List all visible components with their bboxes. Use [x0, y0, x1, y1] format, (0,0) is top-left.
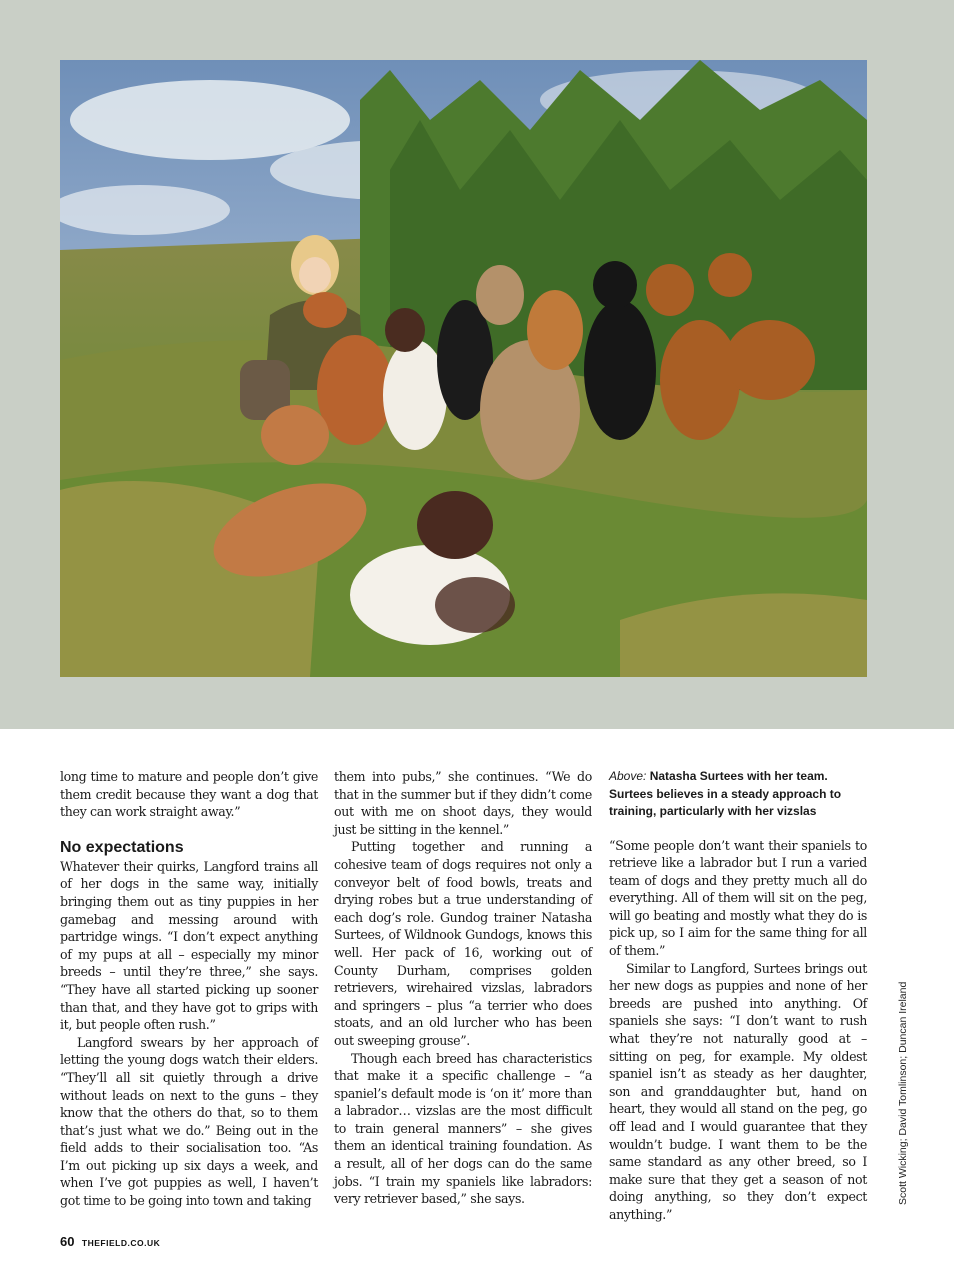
photo-caption [609, 768, 867, 821]
caption-label: Above: [609, 769, 647, 783]
paragraph: Langford swears by her approach of letting the young dogs watch their elders. “They’ll all sit quietly through a drive without leads on next to the guns – they know that the others do that, so to them that’s just what we do.” Being out in the field adds to their socialisation too. “As I’m out picking up six days a week, and when I’ve got puppies as well, I haven’t got time to be going into town and taking [60, 1034, 318, 1209]
article-column-1 [60, 768, 318, 1210]
article-column-3 [609, 768, 867, 1224]
paragraph: them into pubs,” she continues. “We do that in the summer but if they didn’t come out with me on shoot days, they would just be sitting in the kennel.” [334, 769, 592, 837]
section-subheading: No expectations [60, 838, 184, 856]
paragraph: “Some people don’t want their spaniels to retrieve like a labrador but I run a varied team of dogs and they pretty much all do everything. All of them will sit on the peg, will go beating and mostly what they do is pick up, so I aim for the same thing for all of them.” [609, 837, 867, 959]
dog-pack-photo [60, 60, 867, 677]
caption-text: Natasha Surtees with her team. Surtees believes in a steady approach to training, particularly with her vizslas [609, 769, 842, 818]
page-number: 60 [60, 1234, 75, 1249]
paragraph: Putting together and running a cohesive team of dogs requires not only a conveyor belt of food bowls, treats and drying robes but a true understanding of each dog’s role. Gundog trainer Natasha Surtees, of Wildnook Gundogs, knows this well. Her pack of 16, working out of County Durham, comprises golden retrievers, wirehaired vizslas, labradors and springers – plus “a terrier who does stoats, and an old lurcher who has been out sweeping grouse”. [334, 839, 592, 1048]
paragraph: Though each breed has characteristics that make it a specific challenge – “a spaniel’s default mode is ‘on it’ more than a labrador… vizslas are the most difficult to train general manners” – she gives them an identical training foundation. As a result, all of her dogs can do the same jobs. “I train my spaniels like labradors: very retriever based,” she says. [334, 1050, 592, 1207]
site-name: THEFIELD.CO.UK [81, 1238, 161, 1248]
paragraph: Similar to Langford, Surtees brings out her new dogs as puppies and none of her breeds are pushed into anything. Of spaniels she says: “I don’t want to rush what they’re not naturally good at – sitting on peg, for example. My oldest spaniel isn’t as steady as her daughter, son and granddaughter but, hand on heart, they would all stand on the peg, go off lead and I would guarantee that they wouldn’t budge. I want them to be the same standard as any other breed, so I make sure that they get a season of not doing anything, so they don’t expect anything.” [609, 960, 867, 1222]
photo-credit: Scott Wicking; David Tomlinson; Duncan Ireland [897, 981, 909, 1205]
paragraph: long time to mature and people don’t give them credit because they want a dog that they can work straight away.” [60, 769, 318, 820]
article-column-2 [334, 768, 592, 1208]
paragraph: Whatever their quirks, Langford trains all of her dogs in the same way, initially bringing them out as tiny puppies in her gamebag and messing around with partridge wings. “I don’t expect anything of my pups at all – especially my minor breeds – until they’re three,” she says. “They have all started picking up sooner than that, and they have got to grips with it, but people often rush.” [60, 858, 318, 1033]
page-footer [60, 1233, 160, 1251]
